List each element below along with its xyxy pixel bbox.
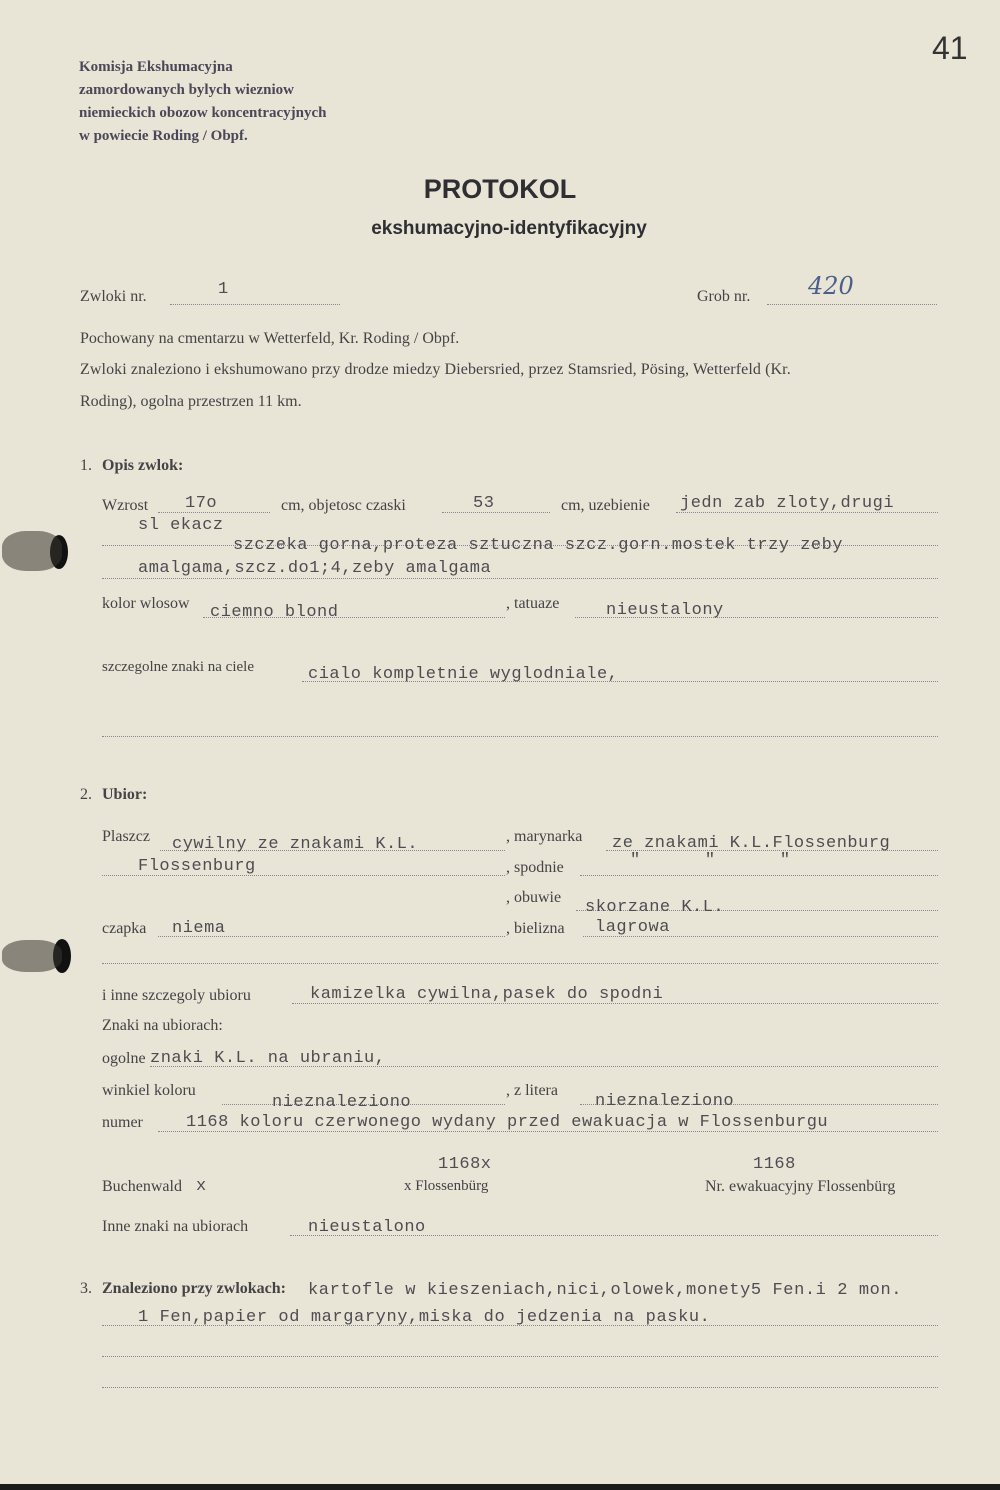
czapka-value: niema xyxy=(172,919,226,938)
litera-value: nieznaleziono xyxy=(595,1092,735,1111)
scan-edge xyxy=(0,1484,1000,1490)
page-subtitle: ekshumacyjno-identyfikacyjny xyxy=(371,218,647,239)
marynarka-value: ze znakami K.L.Flossenburg xyxy=(612,834,891,853)
wzrost-label: Wzrost xyxy=(102,497,149,514)
found-line-2: Roding), ogolna przestrzen 11 km. xyxy=(80,393,302,410)
plaszcz-value-1: cywilny ze znakami K.L. xyxy=(172,835,419,854)
flossenburg-number: 1168x xyxy=(438,1155,492,1174)
znaki-ubior-label: Znaki na ubiorach: xyxy=(102,1017,223,1034)
section1-title: Opis zwlok: xyxy=(102,457,184,474)
ogolne-value: znaki K.L. na ubraniu, xyxy=(150,1049,386,1068)
section1-number: 1. xyxy=(80,457,92,474)
plaszcz-label: Plaszcz xyxy=(102,828,150,845)
zwloki-label: Zwloki nr. xyxy=(80,288,147,305)
znaki-cialo-label: szczegolne znaki na ciele xyxy=(102,659,254,675)
ewak-label: Nr. ewakuacyjny Flossenbürg xyxy=(705,1178,896,1195)
spodnie-value: " " " xyxy=(630,851,791,870)
marynarka-label: , marynarka xyxy=(506,828,583,845)
inne-znaki-label: Inne znaki na ubiorach xyxy=(102,1218,249,1235)
header-line-1: Komisja Ekshumacyjna xyxy=(79,59,233,75)
grob-number: 420 xyxy=(808,272,854,300)
uzebienie-value-2: sl ekacz xyxy=(138,516,224,535)
winkiel-value: nieznaleziono xyxy=(272,1093,412,1112)
bielizna-value: lagrowa xyxy=(595,918,670,937)
page-number: 41 xyxy=(932,30,968,66)
litera-label: , z litera xyxy=(506,1082,558,1099)
inne-znaki-value: nieustalono xyxy=(308,1218,426,1237)
ewak-number: 1168 xyxy=(753,1155,796,1174)
obuwie-value: skorzane K.L. xyxy=(585,898,725,917)
wzrost-value: 17o xyxy=(185,494,218,513)
ogolne-label: ogolne xyxy=(102,1050,146,1067)
uzebienie-value-4: amalgama,szcz.do1;4,zeby amalgama xyxy=(138,559,492,578)
czaska-value: 53 xyxy=(473,494,495,513)
flossenburg-label: x Flossenbürg xyxy=(404,1178,489,1194)
header-line-3: niemieckich obozow koncentracyjnych xyxy=(79,105,327,121)
obuwie-label: , obuwie xyxy=(506,889,562,906)
section3-title: Znaleziono przy zwlokach: xyxy=(102,1280,286,1297)
section3-value-1: kartofle w kieszeniach,nici,olowek,monety5 Fen.i 2 mon. xyxy=(308,1281,903,1300)
section3-value-2: 1 Fen,papier od margaryny,miska do jedzenia na pasku. xyxy=(138,1308,711,1327)
header-line-2: zamordowanych bylych wiezniow xyxy=(79,82,294,98)
buchenwald-label: Buchenwald xyxy=(102,1178,182,1195)
numer-label: numer xyxy=(102,1114,143,1131)
section3-number: 3. xyxy=(80,1280,92,1297)
cm-uzebienie-label: cm, uzebienie xyxy=(561,497,650,514)
cm-czaska-label: cm, objetosc czaski xyxy=(281,497,406,514)
inne-ubior-label: i inne szczegoly ubioru xyxy=(102,987,251,1004)
uzebienie-value-3: szczeka gorna,proteza sztuczna szcz.gorn.mostek trzy zeby xyxy=(233,536,843,555)
spodnie-label: , spodnie xyxy=(506,859,564,876)
section2-title: Ubior: xyxy=(102,786,148,803)
numer-value: 1168 koloru czerwonego wydany przed ewakuacja w Flossenburgu xyxy=(186,1113,829,1132)
grob-label: Grob nr. xyxy=(697,288,751,305)
zwloki-number: 1 xyxy=(218,280,229,299)
header-line-4: w powiecie Roding / Obpf. xyxy=(79,128,248,144)
plaszcz-value-2: Flossenburg xyxy=(138,857,256,876)
czapka-label: czapka xyxy=(102,920,147,937)
inne-ubior-value: kamizelka cywilna,pasek do spodni xyxy=(310,985,664,1004)
kolor-label: kolor wlosow xyxy=(102,595,190,612)
section2-number: 2. xyxy=(80,786,92,803)
kolor-value: ciemno blond xyxy=(210,603,339,622)
found-line-1: Zwloki znaleziono i ekshumowano przy drodze miedzy Diebersried, przez Stamsried, Pösing, Wetterfeld (Kr. xyxy=(80,361,791,378)
uzebienie-value-1: jedn zab zloty,drugi xyxy=(680,494,895,513)
tatuaze-value: nieustalony xyxy=(606,601,724,620)
buchenwald-value: x xyxy=(196,1177,207,1196)
winkiel-label: winkiel koloru xyxy=(102,1082,196,1099)
bielizna-label: , bielizna xyxy=(506,920,565,937)
cemetery-line: Pochowany na cmentarzu w Wetterfeld, Kr. Roding / Obpf. xyxy=(80,330,460,347)
page-title: PROTOKOL xyxy=(423,174,577,204)
tatuaze-label: , tatuaze xyxy=(506,595,560,612)
znaki-cialo-value: cialo kompletnie wyglodniale, xyxy=(308,665,619,684)
